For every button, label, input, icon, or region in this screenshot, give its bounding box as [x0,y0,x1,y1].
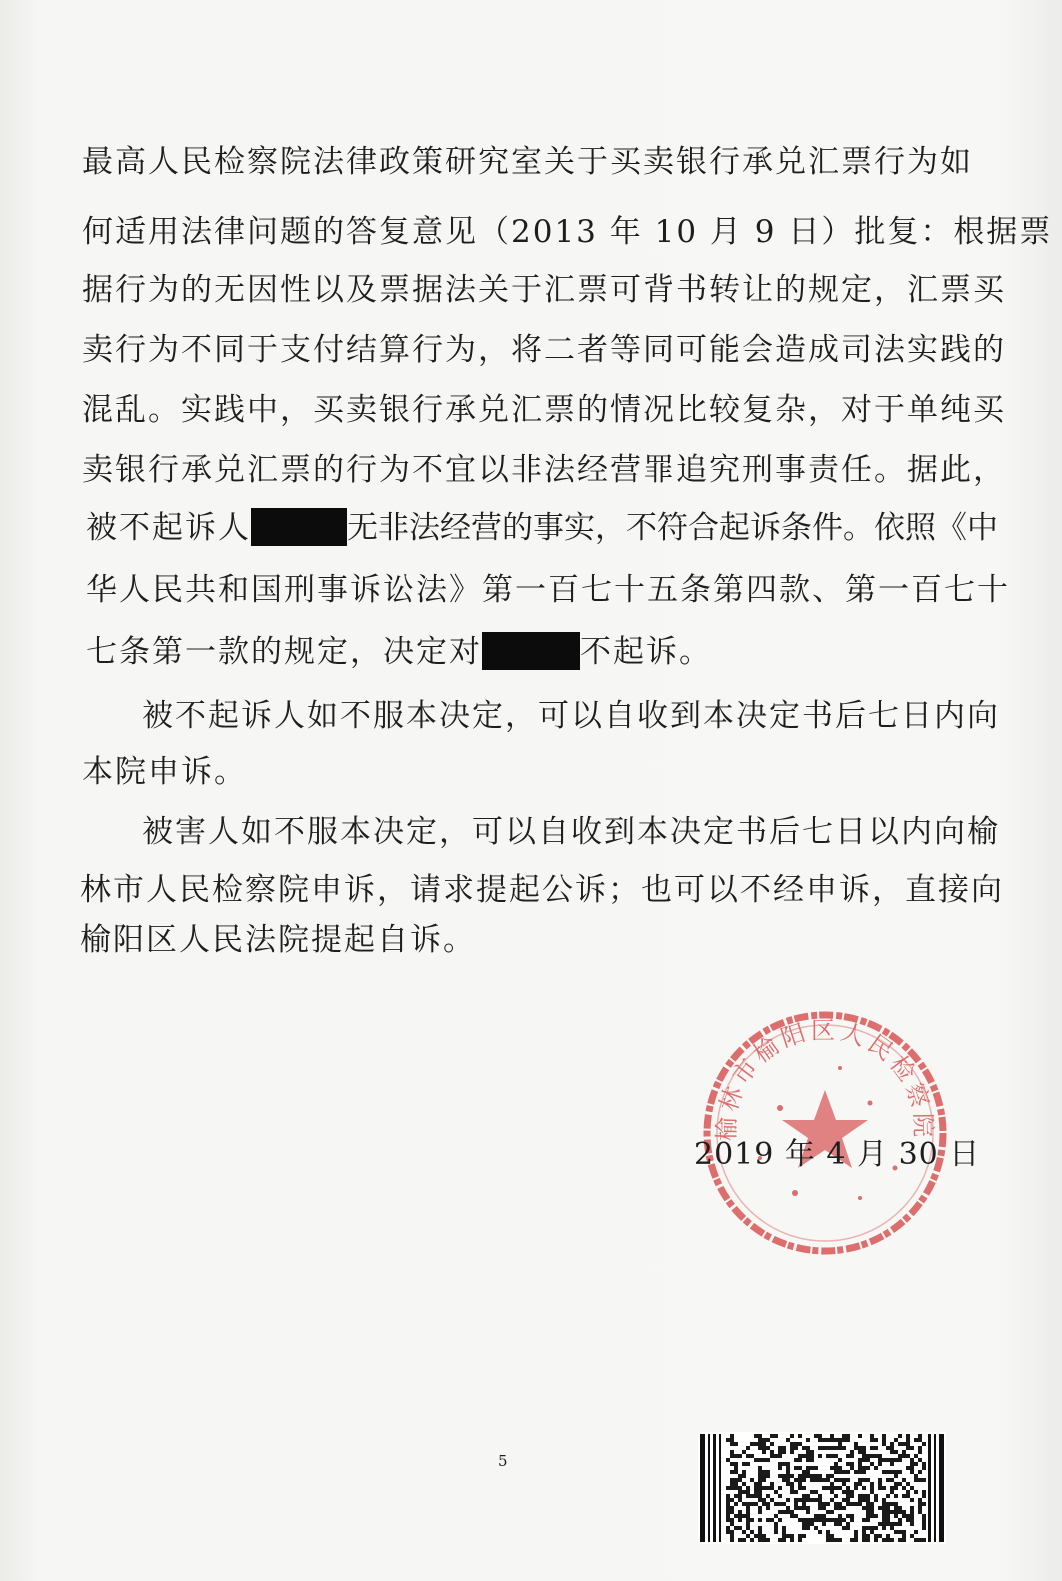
para3-line-1: 被害人如不服本决定，可以自收到本决定书后七日以内向榆 [142,814,1000,850]
para3-line-2: 林市人民检察院申诉，请求提起公诉；也可以不经申诉，直接向 [80,872,1004,908]
line7-after: 无非法经营的事实，不符合起诉条件。依照《中 [347,510,998,546]
body-line-1: 最高人民检察院法律政策研究室关于买卖银行承兑汇票行为如 [82,144,973,180]
official-seal [700,1008,950,1258]
body-line-7 [86,508,998,548]
decision-date: 2019 年 4 月 30 日 [694,1137,981,1172]
body-line-2: 何适用法律问题的答复意见（2013 年 10 月 9 日）批复：根据票 [82,214,1053,250]
body-line-4: 卖行为不同于支付结算行为，将二者等同可能会造成司法实践的 [82,332,1006,368]
body-line-9 [86,632,956,672]
body-line-5: 混乱。实践中，买卖银行承兑汇票的情况比较复杂，对于单纯买 [82,392,1006,428]
line7-before: 被不起诉人 [86,510,251,546]
redaction-block [482,632,580,670]
body-line-6: 卖银行承兑汇票的行为不宜以非法经营罪追究刑事责任。据此， [82,452,1006,488]
body-line-8: 华人民共和国刑事诉讼法》第一百七十五条第四款、第一百七十 [86,572,1010,608]
line9-after: 不起诉。 [580,634,712,670]
page-number: 5 [498,1452,508,1470]
para2-line-2: 本院申诉。 [82,754,247,790]
barcode-icon [698,1432,946,1544]
para2-line-1: 被不起诉人如不服本决定，可以自收到本决定书后七日内向 [142,698,1000,734]
body-line-3: 据行为的无因性以及票据法关于汇票可背书转让的规定，汇票买 [82,272,1006,308]
seal-text: 榆林市榆阳区人民检察院 [712,1016,938,1142]
redaction-block [251,508,347,546]
para3-line-3: 榆阳区人民法院提起自诉。 [80,922,476,958]
line9-before: 七条第一款的规定，决定对 [86,634,482,670]
